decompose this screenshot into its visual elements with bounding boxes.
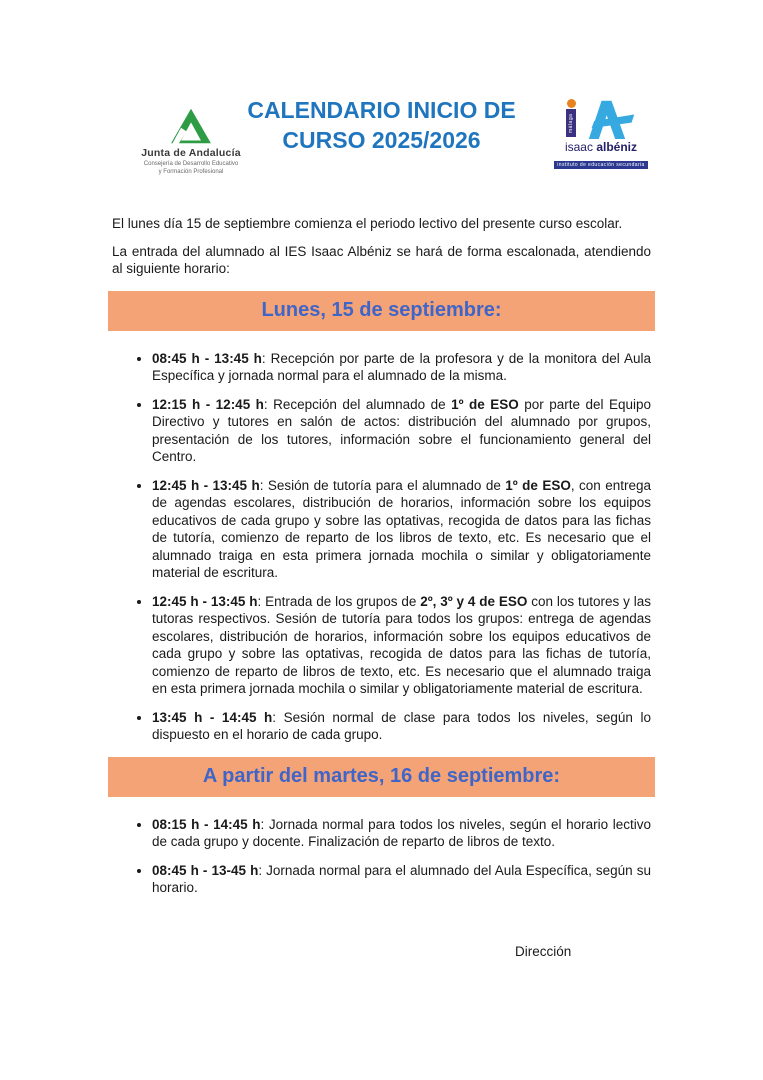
page-title xyxy=(247,95,515,155)
signature: Dirección xyxy=(515,943,572,959)
schedule-list-monday xyxy=(112,350,651,744)
schedule-bullet-item xyxy=(152,396,651,466)
school-name-isaac: isaac xyxy=(564,140,597,154)
bullet-text-segment: : Jornada normal para todos los niveles, según el horario lectivo de cada grupo y docente. Finalización de reparto de libros de texto. xyxy=(152,816,652,849)
bullet-text-segment: por parte del Equipo Directivo y tutores en salón de actos: distribución del alumnado por grupos, presentación de los tutores, información sobre el funcionamiento general del Centro. xyxy=(152,396,651,464)
section-from-tuesday xyxy=(112,757,651,897)
schedule-bullet-item xyxy=(152,350,651,385)
schedule-bullet-item xyxy=(152,862,651,897)
junta-logo-department xyxy=(128,161,254,176)
monogram-orange-dot-icon xyxy=(567,99,576,108)
bullet-text-segment: : Sesión de tutoría para el alumnado de xyxy=(259,477,506,493)
bullet-text-segment: : Jornada normal para el alumnado del Aula Específica, según su horario. xyxy=(152,862,651,895)
bullet-text-segment: 12:45 h - 13:45 h xyxy=(152,593,258,609)
monogram-a-icon xyxy=(578,99,636,139)
junta-a-icon xyxy=(169,107,213,145)
monogram-i-column xyxy=(566,99,576,137)
bullet-text-segment: 13:45 h - 14:45 h xyxy=(152,709,273,725)
intro-paragraph-2: La entrada del alumnado al IES Isaac Albéniz se hará de forma escalonada, atendiendo al siguiente horario: xyxy=(112,243,651,276)
junta-de-andalucia-logo xyxy=(128,107,254,176)
bullet-text-segment: 1º de ESO xyxy=(505,477,571,493)
bullet-text-segment: 1º de ESO xyxy=(451,396,519,412)
page-title-line2: CURSO 2025/2026 xyxy=(282,127,481,153)
bullet-text-segment: : Recepción del alumnado de xyxy=(263,396,452,412)
bullet-text-segment: 12:15 h - 12:45 h xyxy=(152,396,264,412)
schedule-bullet-item xyxy=(152,593,651,698)
section-monday xyxy=(112,291,651,744)
bullet-text-segment: 08:45 h - 13:45 h xyxy=(152,350,262,366)
bullet-text-segment: 08:15 h - 14:45 h xyxy=(152,816,261,832)
bullet-text-segment: , con entrega de agendas escolares, distribución de horarios, información sobre los equipos educativos de cada grupo y sobre las optativas, recogida de datos para las fichas de tutoría, comienzo de reparto de los libros de texto, etc. Es necesario que el alumnado traiga en esta primera jornada mochila o similar y obligatoriamente material de escritura. xyxy=(152,477,651,580)
junta-logo-name: Junta de Andalucía xyxy=(141,147,241,159)
banner-monday-15-september: Lunes, 15 de septiembre: xyxy=(108,291,655,331)
isaac-albeniz-monogram-icon xyxy=(551,99,651,139)
bullet-text-segment: 2º, 3º y 4 de ESO xyxy=(420,593,528,609)
bullet-text-segment: con los tutores y las tutoras respectivos. Sesión de tutoría para todos los grupos: entrega de agendas escolares, distribución de horarios, información sobre los equipos educativos de cada grupo y sobre las optativas, recogida de datos para las fichas de tutoría, comienzo de reparto de libros de texto, etc. Es necesario que el alumnado traiga en esta primera jornada mochila o similar y obligatoriamente material de escritura. xyxy=(152,593,652,696)
bullet-text-segment: 08:45 h - 13-45 h xyxy=(152,862,259,878)
monogram-malaga-bar: málaga xyxy=(566,109,576,137)
banner-from-tuesday-16-september: A partir del martes, 16 de septiembre: xyxy=(108,757,655,797)
school-subtitle: instituto de educación secundaria xyxy=(554,161,647,169)
bullet-text-segment: : Entrada de los grupos de xyxy=(257,593,421,609)
bullet-text-segment: : Sesión normal de clase para todos los niveles, según lo dispuesto en el horario de cada grupo. xyxy=(152,709,651,742)
schedule-bullet-item xyxy=(152,816,651,851)
schedule-bullet-item xyxy=(152,477,651,582)
schedule-bullet-item xyxy=(152,709,651,744)
intro-paragraph-1: El lunes día 15 de septiembre comienza el periodo lectivo del presente curso escolar. xyxy=(112,216,623,231)
isaac-albeniz-logo xyxy=(551,99,651,169)
school-name xyxy=(551,140,651,154)
school-name-albeniz: albéniz xyxy=(596,140,638,154)
page-title-line1: CALENDARIO INICIO DE xyxy=(247,97,516,123)
schedule-list-from-tuesday xyxy=(112,816,651,897)
junta-dept-line2: y Formación Profesional xyxy=(158,168,224,175)
bullet-text-segment: 12:45 h - 13:45 h xyxy=(152,477,260,493)
document-header xyxy=(112,95,651,187)
bullet-text-segment: : Recepción por parte de la profesora y de la monitora del Aula Específica y jornada normal para el alumnado de la misma. xyxy=(152,350,651,383)
junta-dept-line1: Consejería de Desarrollo Educativo xyxy=(143,161,239,167)
